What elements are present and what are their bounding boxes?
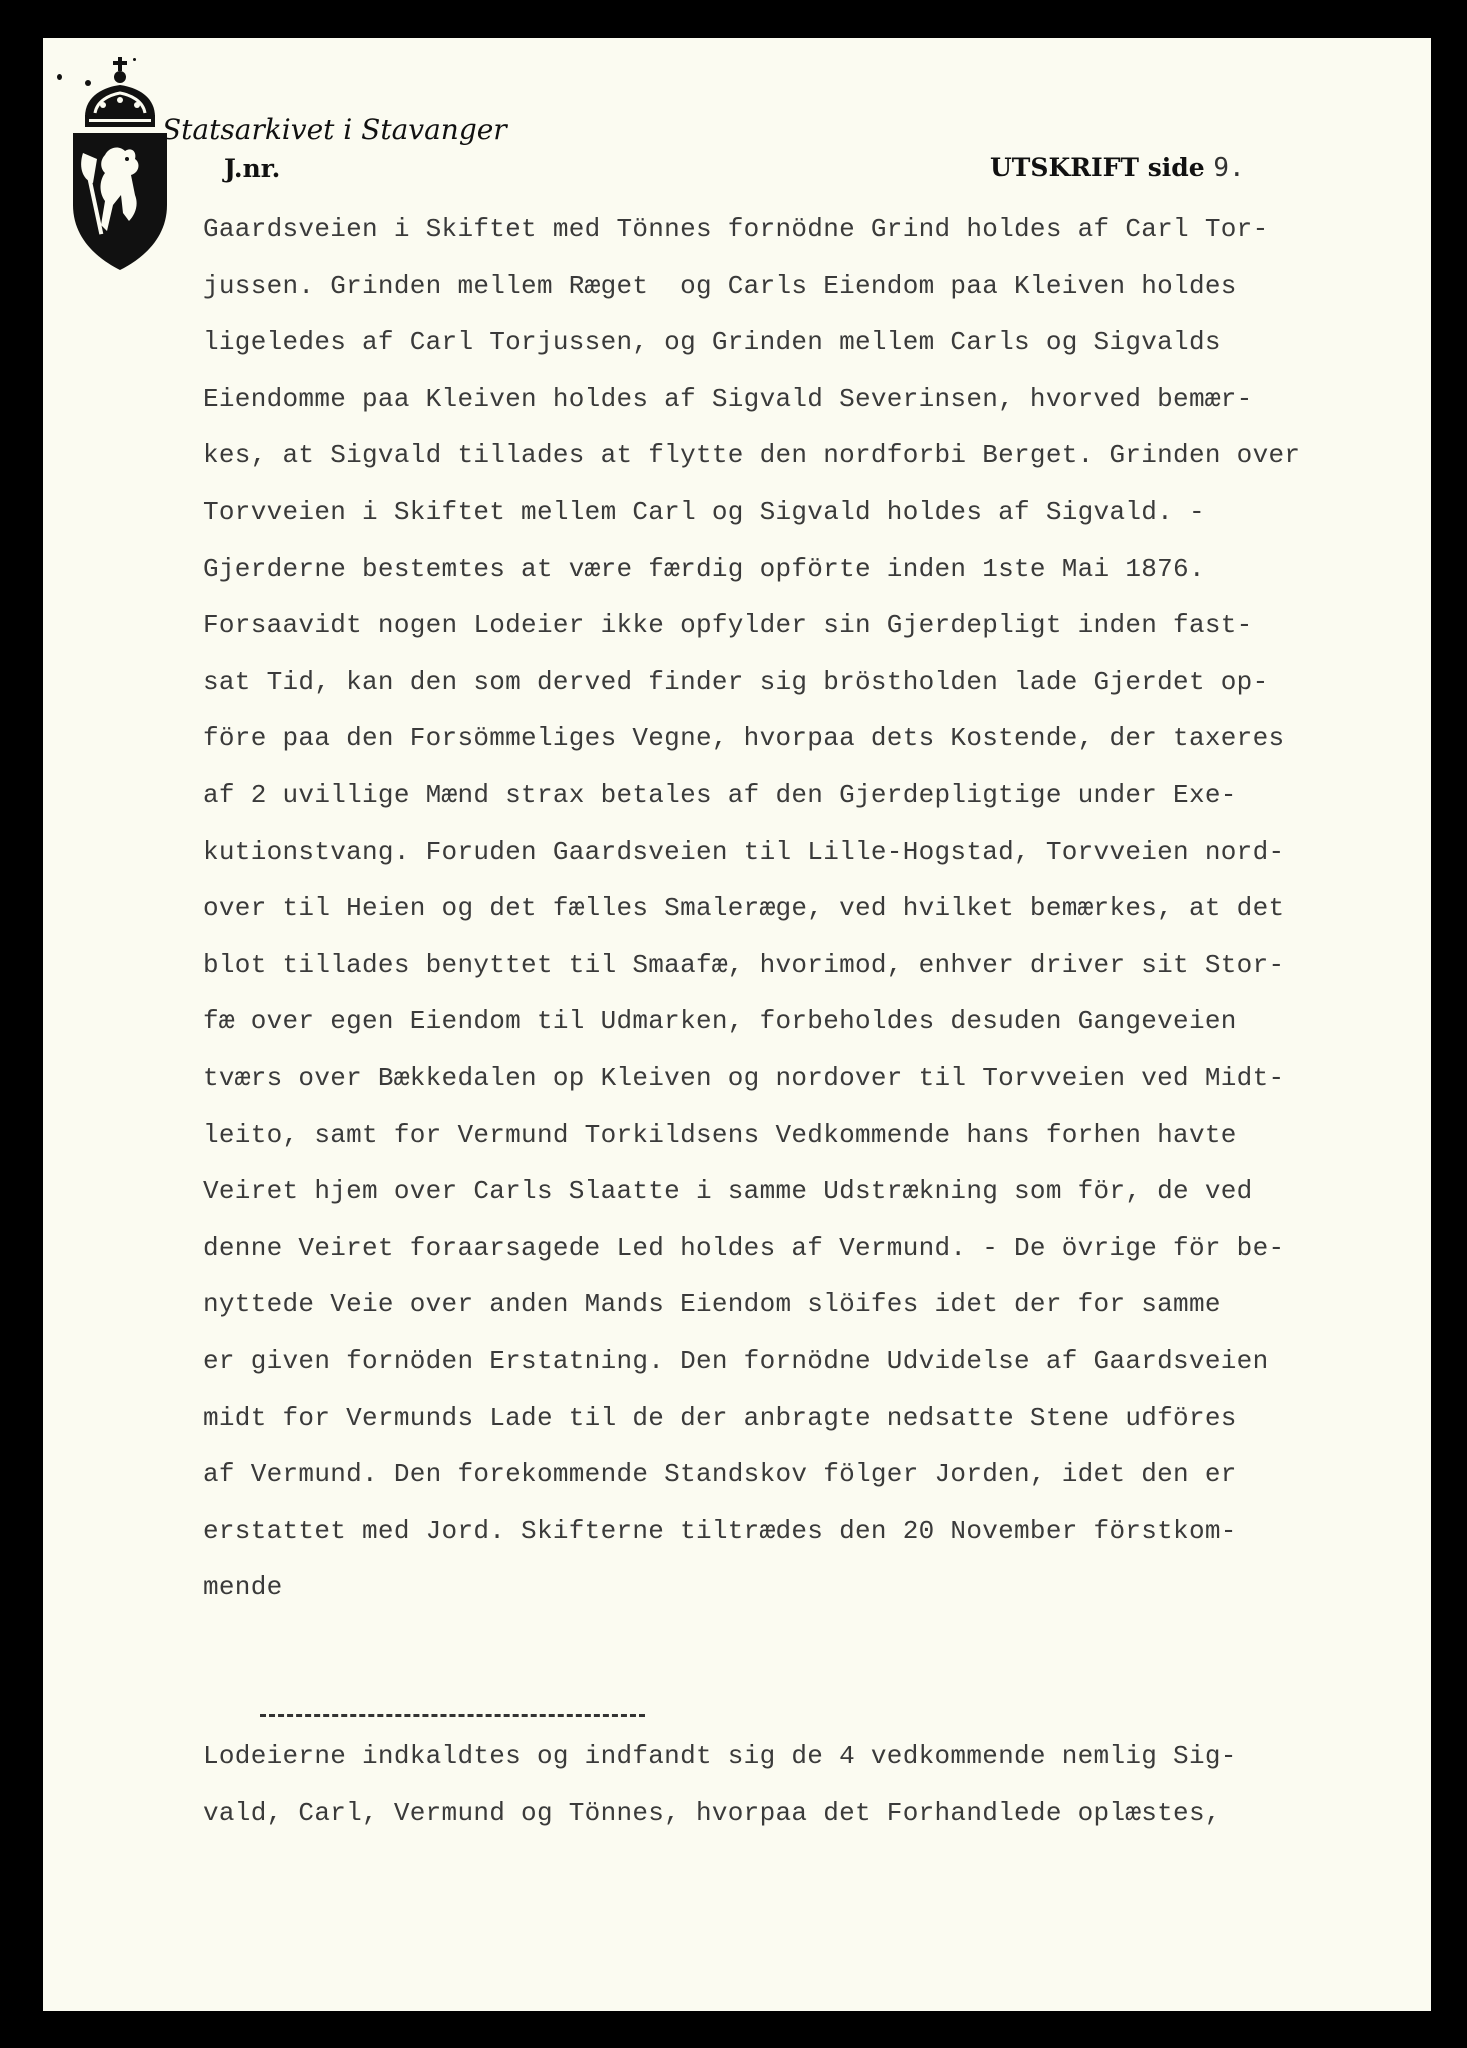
text-line: er given fornöden Erstatning. Den fornödne Udvidelse af Gaardsveien — [203, 1346, 1269, 1376]
text-line: Lodeierne indkaldtes og indfandt sig de 4 vedkommende nemlig Sig- — [203, 1741, 1237, 1771]
text-line: före paa den Forsömmeliges Vegne, hvorpaa dets Kostende, der taxeres — [203, 723, 1285, 754]
transcript-page-label — [990, 153, 1245, 183]
text-line: Veiret hjem over Carls Slaatte i samme Udstrækning som för, de ved — [203, 1176, 1253, 1207]
text-line: kutionstvang. Foruden Gaardsveien til Lille-Hogstad, Torvveien nord- — [203, 836, 1285, 867]
text-line: af 2 uvillige Mænd strax betales af den Gjerdepligtige under Exe- — [203, 780, 1237, 810]
text-line: blot tillades benyttet til Smaafæ, hvorimod, enhver driver sit Stor- — [203, 949, 1285, 980]
text-line: tværs over Bækkedalen op Kleiven og nordover til Torvveien ved Midt- — [203, 1063, 1285, 1093]
text-line: ligeledes af Carl Torjussen, og Grinden mellem Carls og Sigvalds — [203, 327, 1221, 358]
text-line: nyttede Veie over anden Mands Eiendom slöifes idet der for samme — [203, 1289, 1221, 1320]
text-line: kes, at Sigvald tillades at flytte den nordforbi Berget. Grinden over — [203, 440, 1301, 471]
transcript-label: UTSKRIFT side — [990, 153, 1205, 182]
text-line: Eiendomme paa Kleiven holdes af Sigvald Severinsen, hvorved bemær- — [203, 383, 1253, 414]
text-line: af Vermund. Den forekommende Standskov fölger Jorden, idet den er — [203, 1459, 1237, 1490]
scan-speck — [57, 74, 62, 80]
text-line: midt for Vermunds Lade til de der anbragte nedsatte Stene udföres — [203, 1402, 1237, 1433]
text-line: Gaardsveien i Skiftet med Tönnes fornödne Grind holdes af Carl Tor- — [203, 214, 1269, 244]
text-line: jussen. Grinden mellem Ræget og Carls Eiendom paa Kleiven holdes — [203, 270, 1237, 301]
archive-name: Statsarkivet i Stavanger — [162, 113, 507, 146]
text-line: leito, samt for Vermund Torkildsens Vedkommende hans forhen havte — [203, 1119, 1237, 1150]
text-line: fæ over egen Eiendom til Udmarken, forbeholdes desuden Gangeveien — [203, 1006, 1237, 1037]
dashed-separator — [260, 1714, 645, 1717]
journal-number-label: J.nr. — [224, 154, 281, 183]
text-line: sat Tid, kan den som derved finder sig bröstholden lade Gjerdet op- — [203, 666, 1269, 697]
text-line: Forsaavidt nogen Lodeier ikke opfylder sin Gjerdepligt inden fast- — [203, 610, 1253, 641]
text-line: denne Veiret foraarsagede Led holdes af Vermund. - De övrige för be- — [203, 1232, 1285, 1263]
text-line: erstattet med Jord. Skifterne tiltrædes den 20 November förstkom- — [203, 1515, 1237, 1546]
text-line: Gjerderne bestemtes at være færdig opförte inden 1ste Mai 1876. — [203, 553, 1205, 584]
text-line: Torvveien i Skiftet mellem Carl og Sigvald holdes af Sigvald. - — [203, 497, 1205, 527]
text-line: mende — [203, 1572, 283, 1603]
text-line: vald, Carl, Vermund og Tönnes, hvorpaa det Forhandlede oplæstes, — [203, 1797, 1221, 1828]
page-number: 9. — [1213, 153, 1245, 183]
norwegian-coat-of-arms-icon — [65, 55, 177, 272]
text-line: over til Heien og det fælles Smalerægе, ved hvilket bemærkes, at det — [203, 893, 1285, 924]
